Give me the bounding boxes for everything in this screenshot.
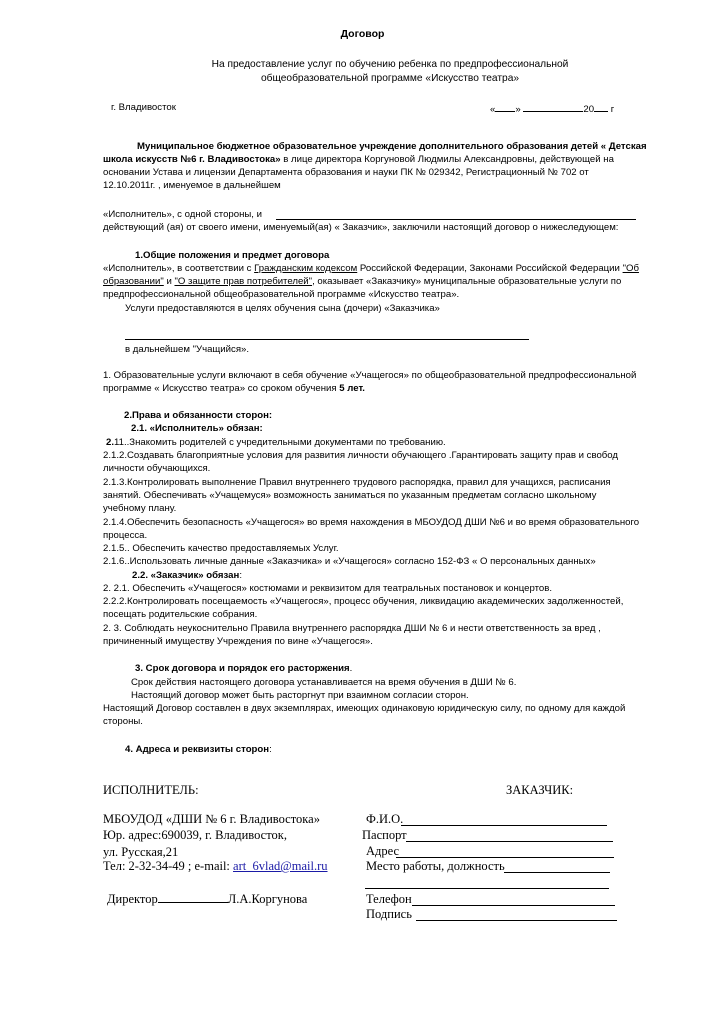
p1-text-c: и [163, 276, 175, 287]
executor-phone [103, 858, 328, 874]
director-signature-blank [158, 891, 228, 903]
section-4-heading-text: 4. Адреса и реквизиты сторон [125, 744, 270, 755]
section-1-p4-line2 [103, 382, 365, 395]
section-1-p1-line1 [103, 262, 639, 275]
intro-line-5: «Исполнитель», с одной стороны, и [103, 209, 262, 220]
intro-line-2-rest: в лице директора Коргуновой Людмилы Александровны, действующей на [280, 154, 614, 165]
item-2-1-1 [106, 436, 446, 449]
item-2-1-2-line1: 2.1.2.Создавать благоприятные условия для развития личности обучающего .Гарантировать защиту прав и свобод [103, 450, 619, 461]
section-2-2-colon: : [239, 570, 242, 581]
customer-passport-label: Паспорт [362, 828, 407, 842]
p4-text: программе « Искусство театра» со сроком обучения [103, 383, 340, 394]
executor-address-1: Юр. адрес:690039, г. Владивосток, [103, 828, 287, 842]
item-2-1-2-line2: личности обучающихся. [103, 463, 211, 474]
section-3-line-2: Настоящий договор может быть расторгнут при взаимном согласии сторон. [131, 690, 469, 701]
section-3-heading-text: 3. Срок договора и порядок его расторжения [135, 663, 350, 674]
customer-signature-blank [416, 920, 617, 921]
section-3-line-3: Настоящий Договор составлен в двух экземплярах, имеющих одинаковую юридическую силу, по одному для каждой [103, 703, 626, 714]
item-2-2-1: 2. 2.1. Обеспечить «Учащегося» костюмами и реквизитом для театральных постановок и концертов. [103, 583, 552, 594]
intro-line-4: 12.10.2011г. , именуемое в дальнейшем [103, 180, 281, 191]
executor-name: МБОУДОД «ДШИ № 6 г. Владивостока» [103, 812, 320, 826]
section-3-line-4: стороны. [103, 716, 143, 727]
date-quote-open: « [490, 104, 496, 115]
section-2-1-heading: 2.1. «Исполнитель» обязан: [131, 423, 263, 434]
customer-fio-label: Ф.И.О. [366, 812, 404, 826]
item-2-1-4-line2: процесса. [103, 530, 148, 541]
intro-line-1: Муниципальное бюджетное образовательное учреждение дополнительного образования детей « Детская [137, 141, 647, 152]
intro-line-6: действующий (ая) от своего имени, именуемый(ая) « Заказчик», заключили настоящий договор о нижеследующем: [103, 222, 619, 233]
executor-phone-text: Тел: 2-32-34-49 ; e-mail: [103, 859, 234, 873]
item-2-1-4-line1: 2.1.4.Обеспечить безопасность «Учащегося» во время нахождения в МБОУДОД ДШИ №6 и во время образовательного [103, 517, 640, 528]
intro-line-3: основании Устава и лицензии Департамента образования и науки ПК № 029342, Регистрационный № 702 от [103, 167, 589, 178]
customer-address-label: Адрес [366, 844, 400, 858]
date-line [490, 101, 614, 116]
customer-signature-label: Подпись [366, 907, 412, 921]
document-title: Договор [340, 28, 385, 40]
customer-name-blank [276, 219, 636, 220]
director-line [107, 891, 307, 907]
executor-label: ИСПОЛНИТЕЛЬ: [103, 783, 199, 797]
place: г. Владивосток [111, 102, 176, 113]
date-year-blank [594, 101, 608, 112]
student-name-blank [125, 339, 529, 340]
customer-passport-blank [406, 841, 613, 842]
section-4-heading [125, 743, 272, 756]
section-2-heading: 2.Права и обязанности сторон: [124, 410, 273, 421]
item-2-2-2-line1: 2.2.2.Контролировать посещаемость «Учащегося», процесс обучения, ликвидацию академических задолженностей, [103, 596, 624, 607]
customer-label: ЗАКАЗЧИК: [506, 783, 574, 797]
customer-phone-blank [412, 905, 615, 906]
director-name: Л.А.Коргунова [227, 892, 308, 906]
consumer-law-link[interactable]: "О защите прав потребителей" [174, 276, 313, 287]
civil-code-link[interactable]: Гражданским кодексом [254, 263, 358, 274]
section-3-heading [135, 662, 352, 675]
item-2-1-1-text: 11..Знакомить родителей с учредительными документами по требованию. [114, 437, 446, 448]
customer-work-blank [504, 872, 610, 873]
customer-fio-blank [401, 825, 607, 826]
item-2-1-3-line1: 2.1.3.Контролировать выполнение Правил внутреннего трудового распорядка, правил для учащихся, расписания [103, 477, 611, 488]
director-label: Директор [107, 892, 158, 906]
date-day-blank [495, 101, 515, 112]
executor-address-2: ул. Русская,21 [103, 845, 179, 859]
p1-text-b: Российской Федерации, Законами Российской Федерации [357, 263, 623, 274]
customer-work-label: Место работы, должность [366, 859, 505, 873]
customer-phone-label: Телефон [366, 892, 412, 906]
section-1-p1-line2 [103, 275, 621, 288]
section-3-line-1: Срок действия настоящего договора устанавливается на время обучения в ДШИ № 6. [131, 677, 517, 688]
date-suffix: г [610, 104, 615, 115]
item-2-1-6: 2.1.6..Использовать личные данные «Заказчика» и «Учащегося» согласно 152-ФЗ « О персональных данных» [103, 556, 596, 567]
section-3-heading-dot: . [349, 663, 353, 674]
section-4-heading-colon: : [269, 744, 272, 755]
item-2-2-2-line2: посещать родительские собрания. [103, 609, 258, 620]
item-2-1-3-line2: занятий. Обеспечивать «Учащемуся» возможность заниматься по указанным предметам согласно школьному [103, 490, 597, 501]
executor-email-link[interactable]: art_6vlad@mail.ru [233, 859, 328, 873]
item-2-2-3-line2: причиненный имуществу Учреждения по вине «Учащегося». [103, 636, 373, 647]
date-month-blank [523, 101, 583, 112]
customer-work-blank-2 [365, 888, 609, 889]
date-year: 20 [583, 104, 595, 115]
date-quote-close: » [515, 104, 521, 115]
section-1-p2: Услуги предоставляются в целях обучения сына (дочери) «Заказчика» [125, 303, 440, 314]
section-2-2-heading-text: 2.2. «Заказчик» обязан [132, 570, 240, 581]
section-1-p1-line3: предпрофессиональной общеобразовательной программе «Искусство театра». [103, 289, 460, 300]
item-2-1-5: 2.1.5.. Обеспечить качество предоставляемых Услуг. [103, 543, 339, 554]
subtitle-line-1: На предоставление услуг по обучению ребенка по предпрофессиональной [211, 59, 569, 70]
section-1-p4-line1: 1. Образовательные услуги включают в себя обучение «Учащегося» по общеобразовательной предпрофессиональной [103, 370, 637, 381]
subtitle-line-2: общеобразовательной программе «Искусство театра» [260, 73, 520, 84]
education-law-link-cont[interactable]: образовании" [103, 276, 164, 287]
p1-text-d: , оказывает «Заказчику» муниципальные образовательные услуги по [312, 276, 622, 287]
section-2-2-heading [132, 569, 242, 582]
intro-line-2 [103, 153, 614, 166]
school-name: школа искусств №6 г. Владивостока» [103, 154, 281, 165]
education-law-link[interactable]: "Об [622, 263, 639, 274]
item-2-1-3-line3: учебному плану. [103, 503, 177, 514]
study-duration: 5 лет. [339, 383, 365, 394]
item-2-2-3-line1: 2. 3. Соблюдать неукоснительно Правила внутреннего распорядка ДШИ № 6 и нести ответственность за вред , [103, 623, 601, 634]
p1-text-a: «Исполнитель», в соответствии с [103, 263, 255, 274]
section-1-heading: 1.Общие положения и предмет договора [135, 250, 330, 261]
item-2-1-1-num: 2. [106, 437, 115, 448]
section-1-p3: в дальнейшем "Учащийся». [125, 344, 250, 355]
